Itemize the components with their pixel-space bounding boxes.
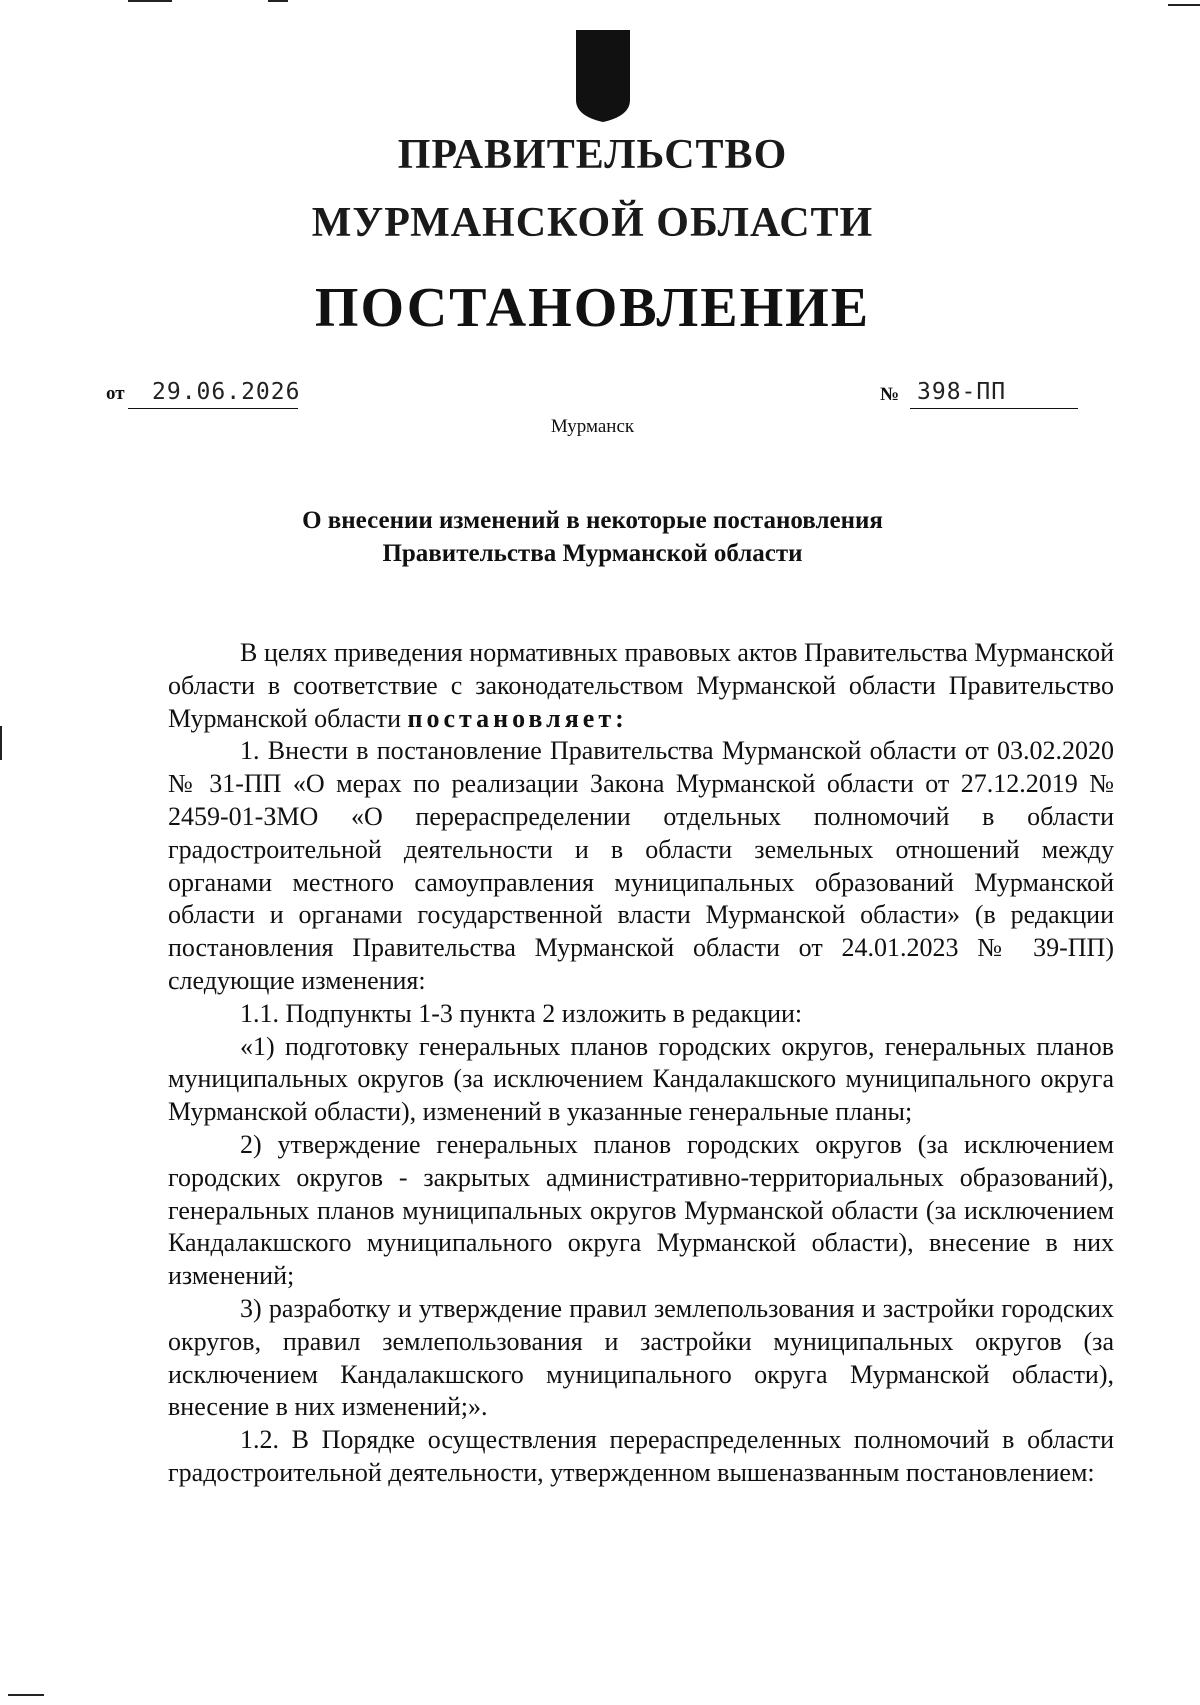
document-body [168, 637, 1114, 1490]
date-underline [128, 408, 298, 409]
preamble-paragraph [168, 637, 1114, 735]
number-underline [910, 408, 1078, 409]
list-item-3: 3) разработку и утверждение правил землепользования и застройки городских округов, правил землепользования и застройки муниципальных округов (за исключением Кандалакшского муниципального округа Мурманской области), внесение в них изменений;». [168, 1293, 1114, 1422]
scan-artifact-top-right [1168, 4, 1200, 6]
number-label: № [880, 384, 900, 405]
date-label: от [106, 383, 125, 404]
paragraph-1-1: 1.1. Подпункты 1-3 пункта 2 изложить в редакции: [240, 998, 803, 1028]
organization-name-line1: ПРАВИТЕЛЬСТВО [397, 132, 788, 178]
document-subject [0, 504, 1185, 570]
subject-line2: Правительства Мурманской области [382, 540, 803, 567]
scan-artifact-bottom-left [8, 1694, 44, 1696]
preamble-verb: постановляет: [407, 703, 628, 733]
scan-artifact-top-mid [268, 0, 288, 2]
subject-line1: О внесении изменений в некоторые постановления [302, 507, 883, 534]
document-type-title: ПОСТАНОВЛЕНИЕ [314, 277, 871, 339]
list-item-1: «1) подготовку генеральных планов городских округов, генеральных планов муниципальных округов (за исключением Кандалакшского муниципального округа Мурманской области), изменений в указанные генеральные планы; [168, 1031, 1114, 1127]
preamble-text: В целях приведения нормативных правовых актов Правительства Мурманской области в соответствие с законодательством Мурманской области Правительство Мурманской области [168, 638, 1114, 733]
paragraph-1-2: 1.2. В Порядке осуществления перераспределенных полномочий в области градостроительной деятельности, утвержденном вышеназванным постановлением: [168, 1425, 1114, 1487]
document-number: 398-ПП [917, 379, 1007, 405]
paragraph-1: 1. Внести в постановление Правительства Мурманской области от 03.02.2020 № 31-ПП «О мерах по реализации Закона Мурманской области от 27.12.2019 № 2459-01-ЗМО «О перераспределении отдельных полномочий в области градостроительной деятельности и в области земельных отношений между органами местного самоуправления муниципальных образований Мурманской области и органами государственной власти Мурманской области» (в редакции постановления Правительства Мурманской области от 24.01.2023 № 39-ПП) следующие изменения: [168, 736, 1114, 995]
document-date: 29.06.2026 [152, 379, 301, 405]
city-name: Мурманск [550, 416, 635, 437]
coat-of-arms-emblem-icon [574, 30, 632, 122]
scan-artifact-top-left [128, 0, 172, 2]
list-item-2: 2) утверждение генеральных планов городских округов (за исключением городских округов - закрытых административно-территориальных образований), генеральных планов муниципальных округов Мурманской области (за исключением Кандалакшского муниципального округа Мурманской области), внесение в них изменений; [168, 1129, 1114, 1291]
organization-name-line2: МУРМАНСКОЙ ОБЛАСТИ [311, 200, 874, 246]
scan-artifact-left [0, 726, 2, 760]
